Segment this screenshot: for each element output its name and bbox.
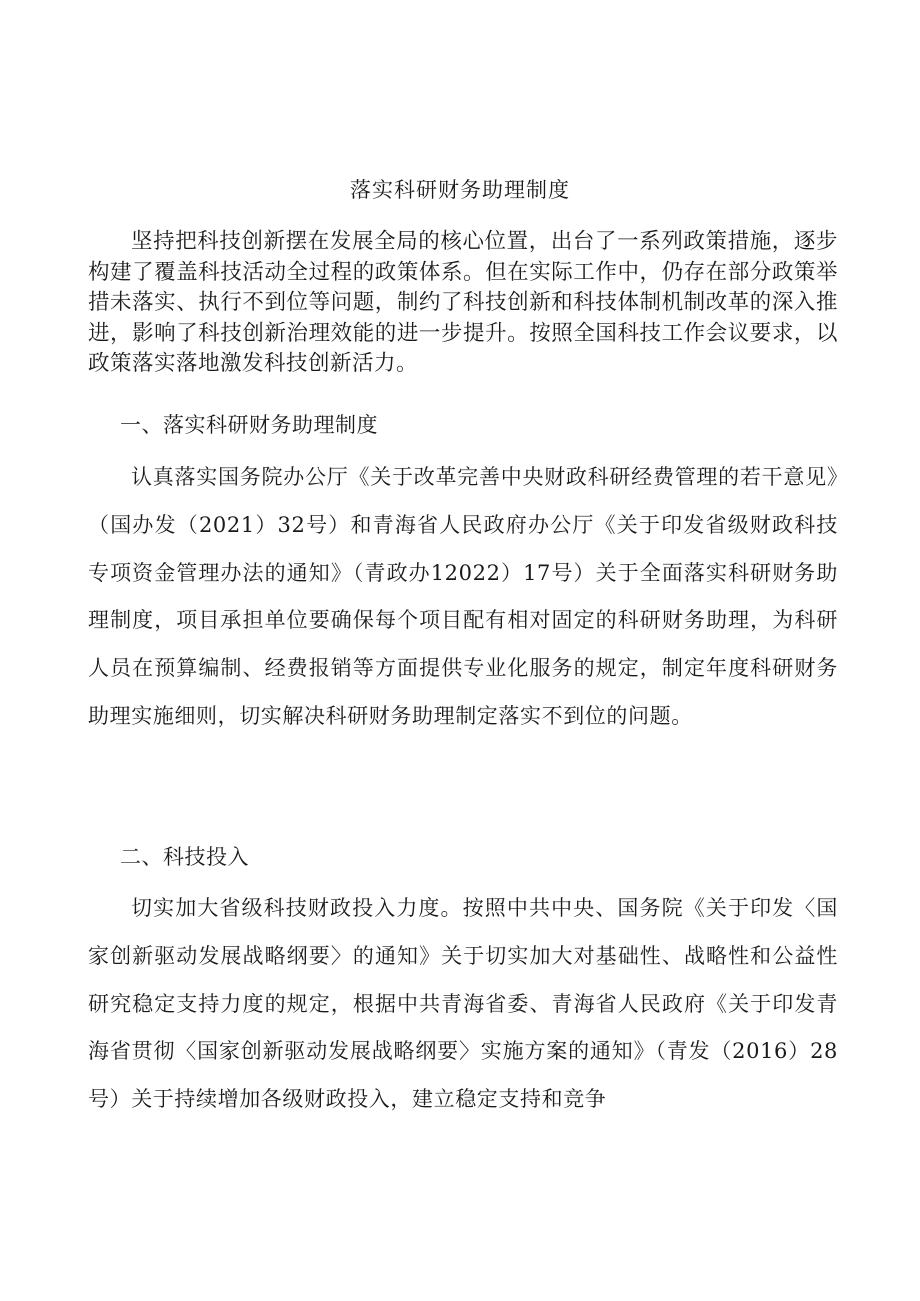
intro-paragraph: 坚持把科技创新摆在发展全局的核心位置，出台了一系列政策措施，逐步构建了覆盖科技活动全过程的政策体系。但在实际工作中，仍存在部分政策举措未落实、执行不到位等问题，制约了科技创新和科技体制机制改革的深入推进，影响了科技创新治理效能的进一步提升。按照全国科技工作会议要求，以政策落实落地激发科技创新活力。 [88,229,838,376]
section-body-1: 认真落实国务院办公厅《关于改革完善中央财政科研经费管理的若干意见》（国办发（2021）32号）和青海省人民政府办公厅《关于印发省级财政科技专项资金管理办法的通知》（青政办12022）17号）关于全面落实科研财务助理制度，项目承担单位要确保每个项目配有相对固定的科研财务助理，为科研人员在预算编制、经费报销等方面提供专业化服务的规定，制定年度科研财务助理实施细则，切实解决科研财务助理制定落实不到位的问题。 [88,465,838,728]
section-heading-1: 一、落实科研财务助理制度 [120,413,378,437]
section-heading-2: 二、科技投入 [120,845,249,869]
document-title: 落实科研财务助理制度 [350,178,570,202]
section-body-2: 切实加大省级科技财政投入力度。按照中共中央、国务院《关于印发〈国家创新驱动发展战略纲要〉的通知》关于切实加大对基础性、战略性和公益性研究稳定支持力度的规定，根据中共青海省委、青海省人民政府《关于印发青海省贯彻〈国家创新驱动发展战略纲要〉实施方案的通知》（青发（2016）28号）关于持续增加各级财政投入，建立稳定支持和竞争 [88,896,838,1112]
